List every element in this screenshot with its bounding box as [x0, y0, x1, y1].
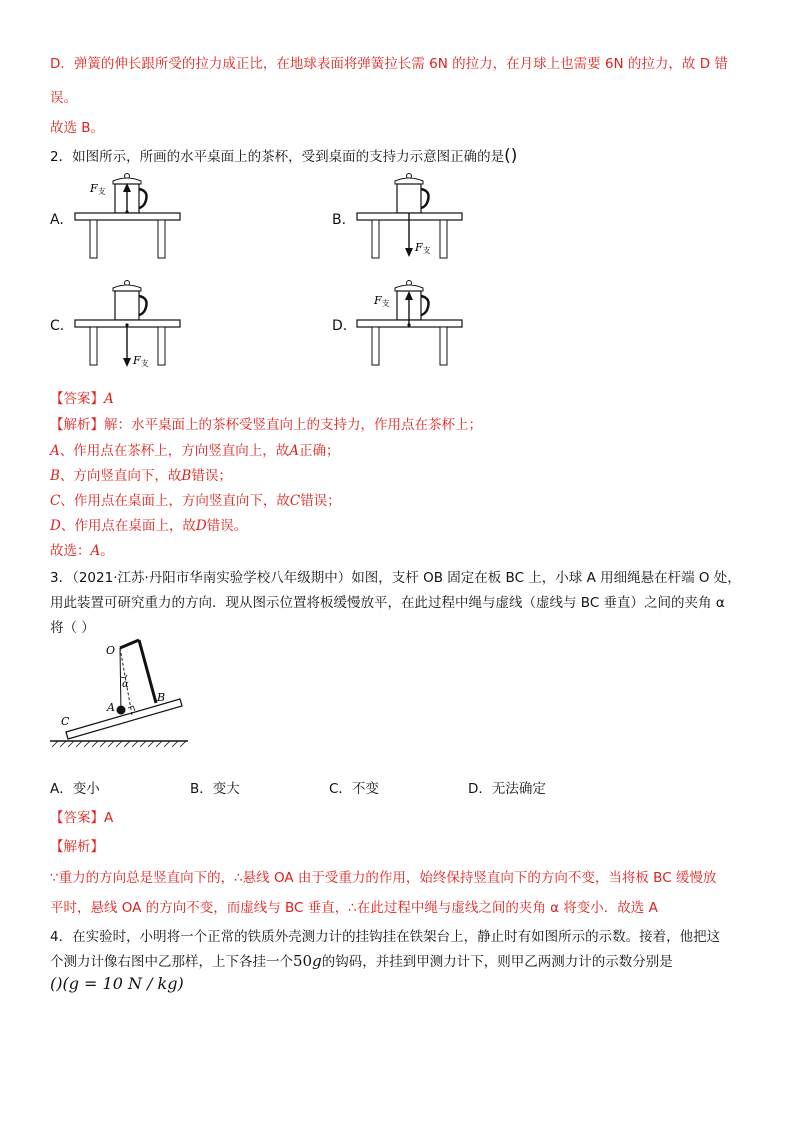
q3-figure	[48, 635, 193, 750]
q4-stem-line2: 个测力计像右图中乙那样，上下各挂一个50g的钩码，并挂到甲测力计下，则甲乙两测力计的示数分别是	[50, 952, 673, 970]
q2-figure-d	[352, 272, 472, 382]
q3-stem-line2: 用此装置可研究重力的方向．现从图示位置将板缓慢放平，在此过程中绳与虚线（虚线与 BC 垂直）之间的夹角 α	[50, 595, 725, 611]
table-icon	[357, 320, 462, 365]
label-b: B	[157, 691, 166, 704]
ball-a	[117, 706, 126, 715]
prev-choice: 故选 B。	[50, 120, 105, 136]
table-icon	[75, 213, 180, 258]
q3-option-b: B．变大	[190, 781, 240, 797]
q3-analysis-line2: 平时，悬线 OA 的方向不变，而虚线与 BC 垂直，∴在此过程中绳与虚线之间的夹角 α 将变小．故选 A	[50, 900, 658, 916]
q2-option-c: C.	[50, 318, 65, 334]
q2-analysis-line-c: C、作用点在桌面上，方向竖直向下，故C错误；	[50, 493, 341, 509]
q3-analysis-tag: 【解析】	[50, 839, 104, 855]
q3-stem-line1: 3．（2021·江苏·丹阳市华南实验学校八年级期中）如图，支杆 OB 固定在板 BC 上，小球 A 用细绳悬在杆端 O 处，	[50, 570, 741, 586]
q2-analysis-line-d: D、作用点在桌面上，故D错误。	[50, 518, 248, 534]
q2-analysis-line-b: B、方向竖直向下，故B错误；	[50, 468, 232, 484]
q2-figure-c	[70, 272, 190, 382]
q2-analysis-line-a: A、作用点在茶杯上，方向竖直向上，故A正确；	[50, 443, 340, 459]
q2-figure-a	[70, 165, 190, 275]
string-oa	[120, 648, 121, 713]
right-angle-mark	[128, 706, 135, 711]
force-label-c: F支	[133, 354, 149, 368]
prev-option-d-line2: 误。	[50, 90, 77, 106]
q3-answer: 【答案】A	[50, 810, 114, 826]
cup-icon	[113, 281, 147, 321]
q4-stem-line3: ()(g = 10 N / kg)	[50, 974, 184, 993]
cup-icon	[395, 281, 429, 321]
ground-icon	[50, 741, 188, 747]
label-c: C	[61, 715, 70, 728]
q2-option-b: B.	[332, 212, 347, 228]
q2-stem	[50, 145, 517, 166]
q2-choice: 故选：A。	[50, 543, 114, 559]
q3-option-a: A．变小	[50, 781, 100, 797]
q3-stem-line3: 将（ ）	[50, 620, 95, 636]
cup-icon	[395, 174, 429, 214]
rod-ob	[120, 640, 156, 703]
cup-icon	[113, 174, 147, 214]
q2-option-d: D.	[332, 318, 348, 334]
q4-stem-line1: 4．在实验时，小明将一个正常的铁质外壳测力计的挂钩挂在铁架台上，静止时有如图所示的示数。接着，他把这	[50, 929, 721, 945]
label-a: A	[107, 701, 115, 714]
q2-answer-tag: 【答案】	[50, 391, 104, 407]
force-arrow-down	[123, 323, 131, 367]
force-label-d: F支	[374, 294, 390, 308]
q2-analysis-intro-text: 解：水平桌面上的茶杯受竖直向上的支持力，作用点在茶杯上；	[104, 417, 482, 433]
q2-answer	[50, 387, 114, 407]
q3-option-d: D．无法确定	[468, 781, 546, 797]
q2-option-a: A.	[50, 212, 64, 228]
label-o: O	[106, 644, 116, 657]
q2-blank: ()	[504, 146, 518, 166]
q3-analysis-line1: ∵重力的方向总是竖直向下的，∴悬线 OA 由于受重力的作用，始终保持竖直向下的方向不变，当将板 BC 缓慢放	[50, 870, 717, 886]
angle-arc	[121, 675, 127, 678]
q2-answer-value: A	[104, 391, 114, 407]
q2-stem-text: 2．如图所示，所画的水平桌面上的茶杯，受到桌面的支持力示意图正确的是	[50, 149, 505, 165]
force-label-b: F支	[415, 241, 431, 255]
board-bc	[66, 699, 182, 739]
prev-option-d-line1: D．弹簧的伸长跟所受的拉力成正比，在地球表面将弹簧拉长需 6N 的拉力，在月球上也需要 6N 的拉力，故 D 错	[50, 56, 728, 72]
q3-option-c: C．不变	[329, 781, 379, 797]
q2-analysis-tag: 【解析】	[50, 417, 104, 433]
force-label-a: F支	[90, 182, 106, 196]
q2-analysis-intro	[50, 413, 482, 433]
q2-figure-b	[352, 165, 472, 275]
label-alpha: α	[122, 679, 129, 690]
